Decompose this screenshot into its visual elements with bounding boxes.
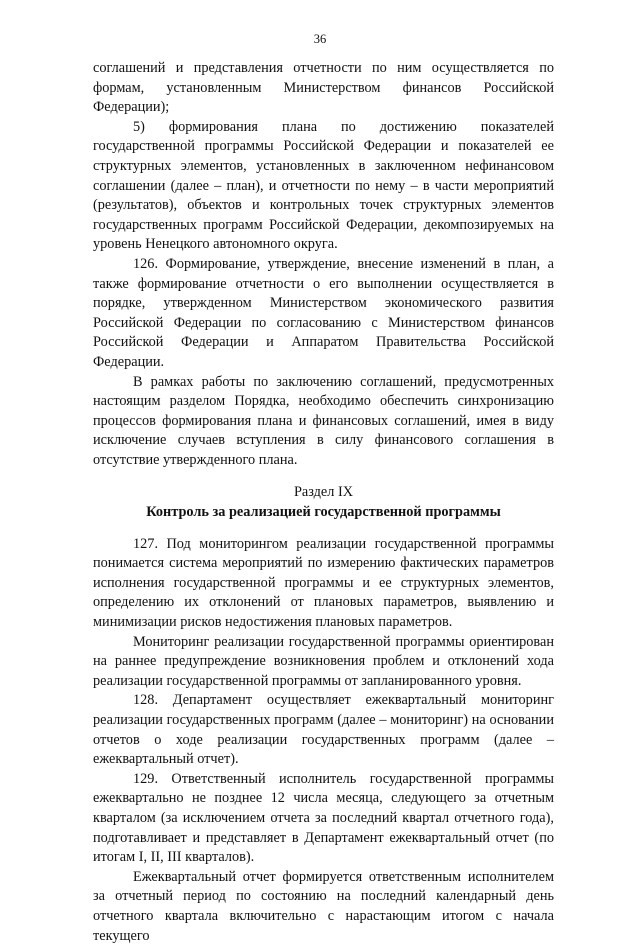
paragraph-continuation: соглашений и представления отчетности по ним осуществляется по формам, установленным Министерством финансов Российской Федерации); — [93, 60, 554, 116]
paragraph-126: 126. Формирование, утверждение, внесение изменений в план, а также формирование отчетности о его выполнении осуществляется в порядке, утвержденном Министерством экономического развития Российской Федерации по согласованию с Министерством финансов Российской Федерации и Аппаратом Правительства Российской Федерации. — [93, 255, 554, 370]
paragraph-agreements: В рамках работы по заключению соглашений, предусмотренных настоящим разделом Порядка, необходимо обеспечить синхронизацию процессов формирования плана и финансовых соглашений, имея в виду исключение случаев вступления в силу финансового соглашения в отсутствие утвержденного плана. — [93, 373, 554, 468]
paragraph-129: 129. Ответственный исполнитель государственной программы ежеквартально не позднее 12 числа месяца, следующего за отчетным кварталом (за исключением отчета за последний квартал отчетного года), подготавливает и представляет в Департамент ежеквартальный отчет (по итогам I, II, III кварталов). — [93, 770, 554, 866]
document-body — [93, 59, 554, 946]
paragraph-monitoring: Мониторинг реализации государственной программы ориентирован на раннее предупреждение возникновения проблем и отклонений хода реализации государственной программы от запланированного уровня. — [93, 633, 554, 689]
paragraph-item-5: 5) формирования плана по достижению показателей государственной программы Российской Федерации и показателей ее структурных элементов, установленных в заключенном нефинансовом соглашении (далее – план), и отчетности по нему – в части мероприятий (результатов), объектов и контрольных точек структурных элементов государственных программ Российской Федерации, декомпозируемых на уровень Ненецкого автономного округа. — [93, 118, 554, 253]
page-number: 36 — [313, 32, 327, 46]
section-number: Раздел IX — [293, 484, 354, 501]
section-title: Контроль за реализацией государственной программы — [146, 504, 501, 521]
paragraph-quarterly-report: Ежеквартальный отчет формируется ответственным исполнителем за отчетный период по состоянию на последний календарный день отчетного квартала включительно с нарастающим итогом с начала текущего — [93, 868, 554, 944]
paragraph-127: 127. Под мониторингом реализации государственной программы понимается система мероприятий по измерению фактических параметров исполнения государственной программы и ее структурных элементов, определению их отклонений от плановых параметров, выявлению и минимизации рисков недостижения плановых параметров. — [93, 535, 554, 631]
paragraph-128: 128. Департамент осуществляет ежеквартальный мониторинг реализации государственных программ (далее – мониторинг) на основании отчетов о ходе реализации государственных программ (далее – ежеквартальный отчет). — [93, 692, 554, 768]
